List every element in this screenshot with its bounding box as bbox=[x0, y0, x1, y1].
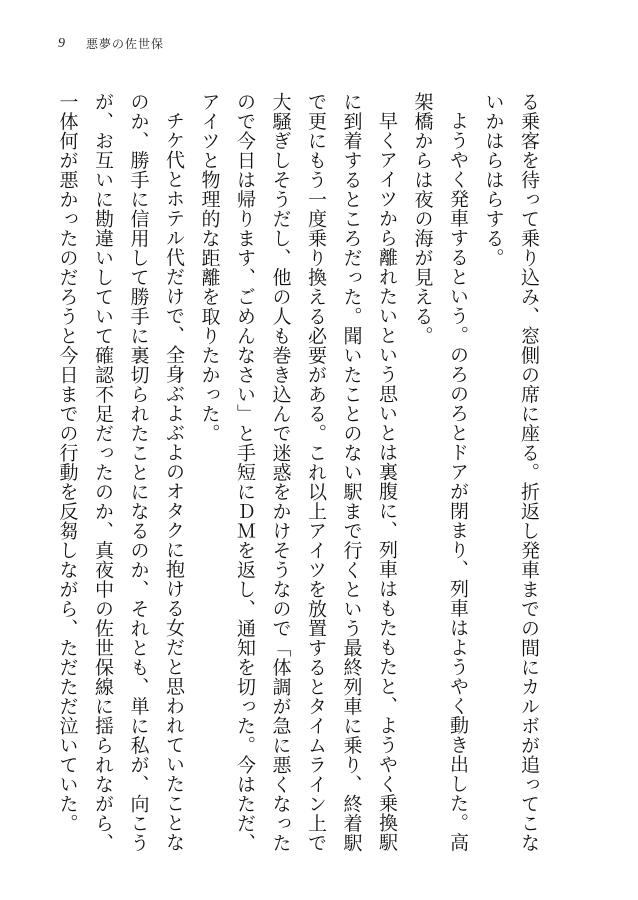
paragraph: チケ代とホテル代だけで、全身ぶよぶよのオタクに抱ける女だと思われていたことなのか、勝手に信用して勝手に裏切られたことになるのか、それとも、単に私が、向こうが、お互いに勘違いしていて確認不足だったのか、真夜中の佐世保線に揺られながら、一体何が悪かったのだろうと今日までの行動を反芻しながら、ただただ泣いていた。 bbox=[56, 92, 185, 853]
running-head: 悪夢の佐世保 bbox=[86, 37, 165, 51]
paragraph: ようやく発車するという。のろのろとドアが閉まり、列車はようやく動き出した。高架橋からは夜の海が見える。 bbox=[411, 92, 469, 852]
body-text bbox=[49, 92, 546, 862]
paragraph-continuation: る乗客を待って乗り込み、窓側の席に座る。折返し発車までの間にカルボが追ってこないかはらはらする。 bbox=[482, 92, 540, 853]
page-number: 9 bbox=[58, 36, 65, 51]
paragraph: 早くアイツから離れたいという思いとは裏腹に、列車はもたもたと、ようやく乗換駅に到着するところだった。聞いたことのない駅まで行くという最終列車に乗り、終着駅で更にもう一度乗り換える必要がある。これ以上アイツを放置するとタイムライン上で大騒ぎしそうだし、他の人も巻き込んで迷惑をかけそうなので「体調が急に悪くなったので今日は帰ります、ごめんなさい」と手短にＤＭを返し、通知を切った。今はただ、アイツと物理的な距離を取りたかった。 bbox=[198, 92, 398, 853]
